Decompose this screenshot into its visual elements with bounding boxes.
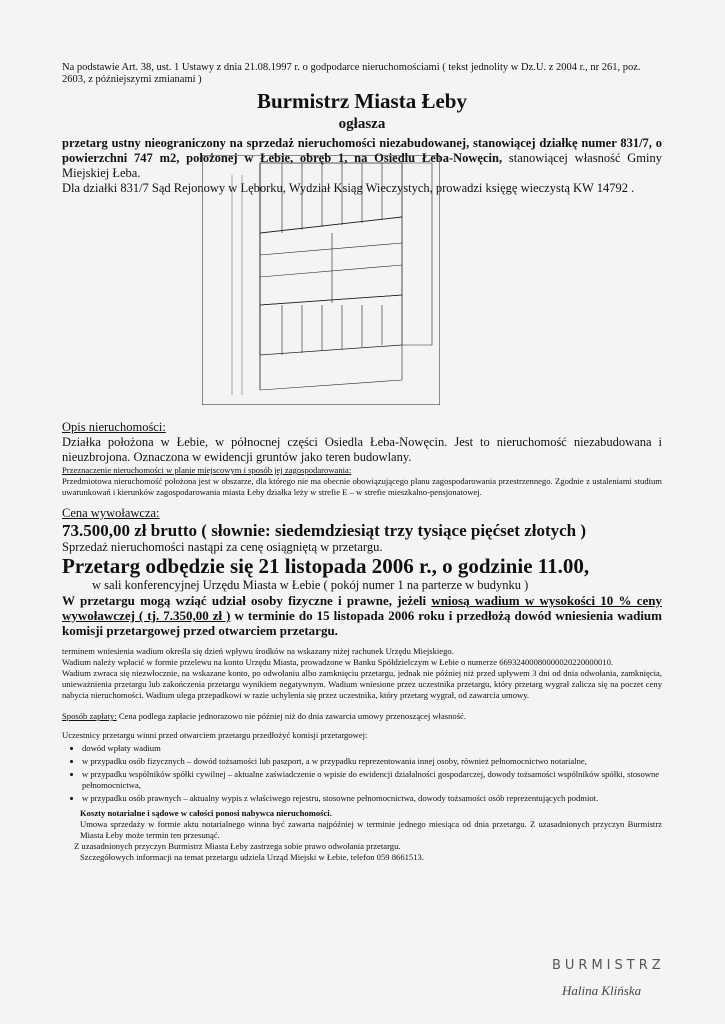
requirements-intro: Uczestnicy przetargu winni przed otwarciem przetargu przedłożyć komisji przetargowej:: [62, 730, 368, 740]
description-heading: Opis nieruchomości:: [62, 420, 166, 434]
reserve-note: Z uzasadnionych przyczyn Burmistrz Miasta Łeby zastrzega sobie prawo odwołania przetargu.: [74, 841, 401, 851]
list-item: • w przypadku wspólników spółki cywilnej – aktualne zaświadczenie o wpisie do ewidencji działalności gospodarczej, dowody tożsamości wspólników spółki, stosowne pełnomocnictwa,: [82, 769, 662, 791]
costs-note: Koszty notarialne i sądowe w całości ponosi nabywca nieruchomości.: [80, 808, 332, 818]
legal-basis: Na podstawie Art. 38, ust. 1 Ustawy z dnia 21.08.1997 r. o godpodarce nieruchomościami ( tekst jednolity w Dz.U. z 2004 r., nr 261, poz. 2603, z późniejszymi zmianami ): [62, 62, 641, 85]
intro-rest: stanowiącej własność Gminy Miejskiej Łeba.: [62, 151, 662, 180]
price-heading: Cena wywoławcza:: [62, 506, 160, 520]
info-note: Szczegółowych informacji na temat przetargu udziela Urząd Miejski w Łebie, telefon 059 8661513.: [80, 852, 424, 862]
signature-role: BURMISTRZ: [552, 958, 665, 973]
announces-heading: ogłasza: [338, 116, 386, 132]
price-value: 73.500,00 zł brutto ( słownie: siedemdziesiąt trzy tysiące pięćset złotych ): [62, 521, 587, 540]
description-text: Działka położona w Łebie, w północnej części Osiedla Łeba-Nowęcin. Jest to nieruchomość niezabudowana i nieuzbrojona. Oznaczona w ewidencji gruntów jako teren budowlany.: [62, 435, 662, 464]
auction-date: Przetarg odbędzie się 21 listopada 2006 r., o godzinie 11.00,: [62, 554, 590, 578]
signature-name: Halina Klińska: [562, 983, 642, 998]
deposit-account: Wadium należy wpłacić w formie przelewu na konto Urzędu Miasta, prowadzone w Banku Spółdzielczym w Łebie o numerze 66932400080000020220000010.: [62, 657, 614, 667]
deposit-term: terminem wniesienia wadium określa się dzień wpływu środków na wskazany niżej rachunek Urzędu Miejskiego.: [62, 646, 454, 656]
price-note: Sprzedaż nieruchomości nastąpi za cenę osiągniętą w przetargu.: [62, 540, 383, 554]
participation-b: w terminie do 15 listopada 2006 roku i przedłożą dowód wniesienia wadium komisji przetargowej przed otwarciem przetargu.: [62, 608, 662, 638]
requirements-list: [62, 743, 662, 804]
registry-paragraph: Dla działki 831/7 Sąd Rejonowy w Lęborku, Wydział Ksiąg Wieczystych, prowadzi księgę wieczystą KW 14792 .: [62, 181, 635, 195]
intro-bold: przetarg ustny nieograniczony na sprzedaż nieruchomości niezabudowanej, stanowiącej działkę numer 831/7, o powierzchni 747 m2, położonej w Łebie, obręb 1, na Osiedlu Łeba-Nowęcin,: [62, 136, 662, 165]
page-title: Burmistrz Miasta Łeby: [257, 89, 467, 113]
plan-text: Przedmiotowa nieruchomość położona jest w obszarze, dla którego nie ma obecnie obowiązującego planu zagospodarowania przestrzennego. Zgodnie z ustaleniami studium uwarunkowań i kierunków zagospodarowania miasta Łeby działka leży w strefie E – w strefie mieszkalno-pensjonatowej.: [62, 476, 662, 497]
list-item: • w przypadku osób fizycznych – dowód tożsamości lub paszport, a w przypadku reprezentowania innej osoby, również pełnomocnictwo notarialne,: [82, 756, 662, 767]
plan-heading: Przeznaczenie nieruchomości w planie miejscowym i sposób jej zagospodarowania:: [62, 465, 352, 475]
participation-a: W przetargu mogą wziąć udział osoby fizyczne i prawne, jeżeli: [62, 593, 432, 608]
auction-place: w sali konferencyjnej Urzędu Miasta w Łebie ( pokój numer 1 na parterze w budynku ): [92, 578, 529, 592]
list-item: • dowód wpłaty wadium: [82, 743, 662, 754]
payment-label: Sposób zapłaty:: [62, 711, 117, 721]
payment-paragraph: [62, 711, 662, 722]
participation-paragraph: [62, 593, 662, 638]
parcel-map: [202, 155, 440, 405]
payment-text: Cena podlega zapłacie jednorazowo nie później niż do dnia zawarcia umowy przenoszącej własność.: [116, 711, 467, 721]
deposit-refund: Wadium zwraca się niezwłocznie, na wskazane konto, po odwołaniu albo zamknięciu przetargu, jednak nie później niż przed upływem 3 dni od dnia odwołania, zamknięcia, unieważnienia przetargu lub zakończenia przetargu wynikiem negatywnym. Wadium wniesione przez uczestnika przetargu, który przetarg wygrał zalicza się na poczet ceny nabycia nieruchomości. Wadium ulega przepadkowi w razie uchylenia się przez uczestnika, który przetarg wygrał, od zawarcia umowy.: [62, 668, 662, 700]
list-item: • w przypadku osób prawnych – aktualny wypis z właściwego rejestru, stosowne pełnomocnictwa, dowody tożsamości osób reprezentujących podmiot.: [82, 793, 662, 804]
contract-note: Umowa sprzedaży w formie aktu notarialnego winna być zawarta najpóźniej w terminie jednego miesiąca od dnia przetargu. Z uzasadnionych przyczyn Burmistrz Miasta Łeby może termin ten przesunąć.: [80, 819, 662, 840]
participation-deposit: wniosą wadium w wysokości 10 % ceny wywoławczej ( tj. 7.350,00 zł ): [62, 593, 662, 623]
signature-block: [552, 958, 682, 999]
